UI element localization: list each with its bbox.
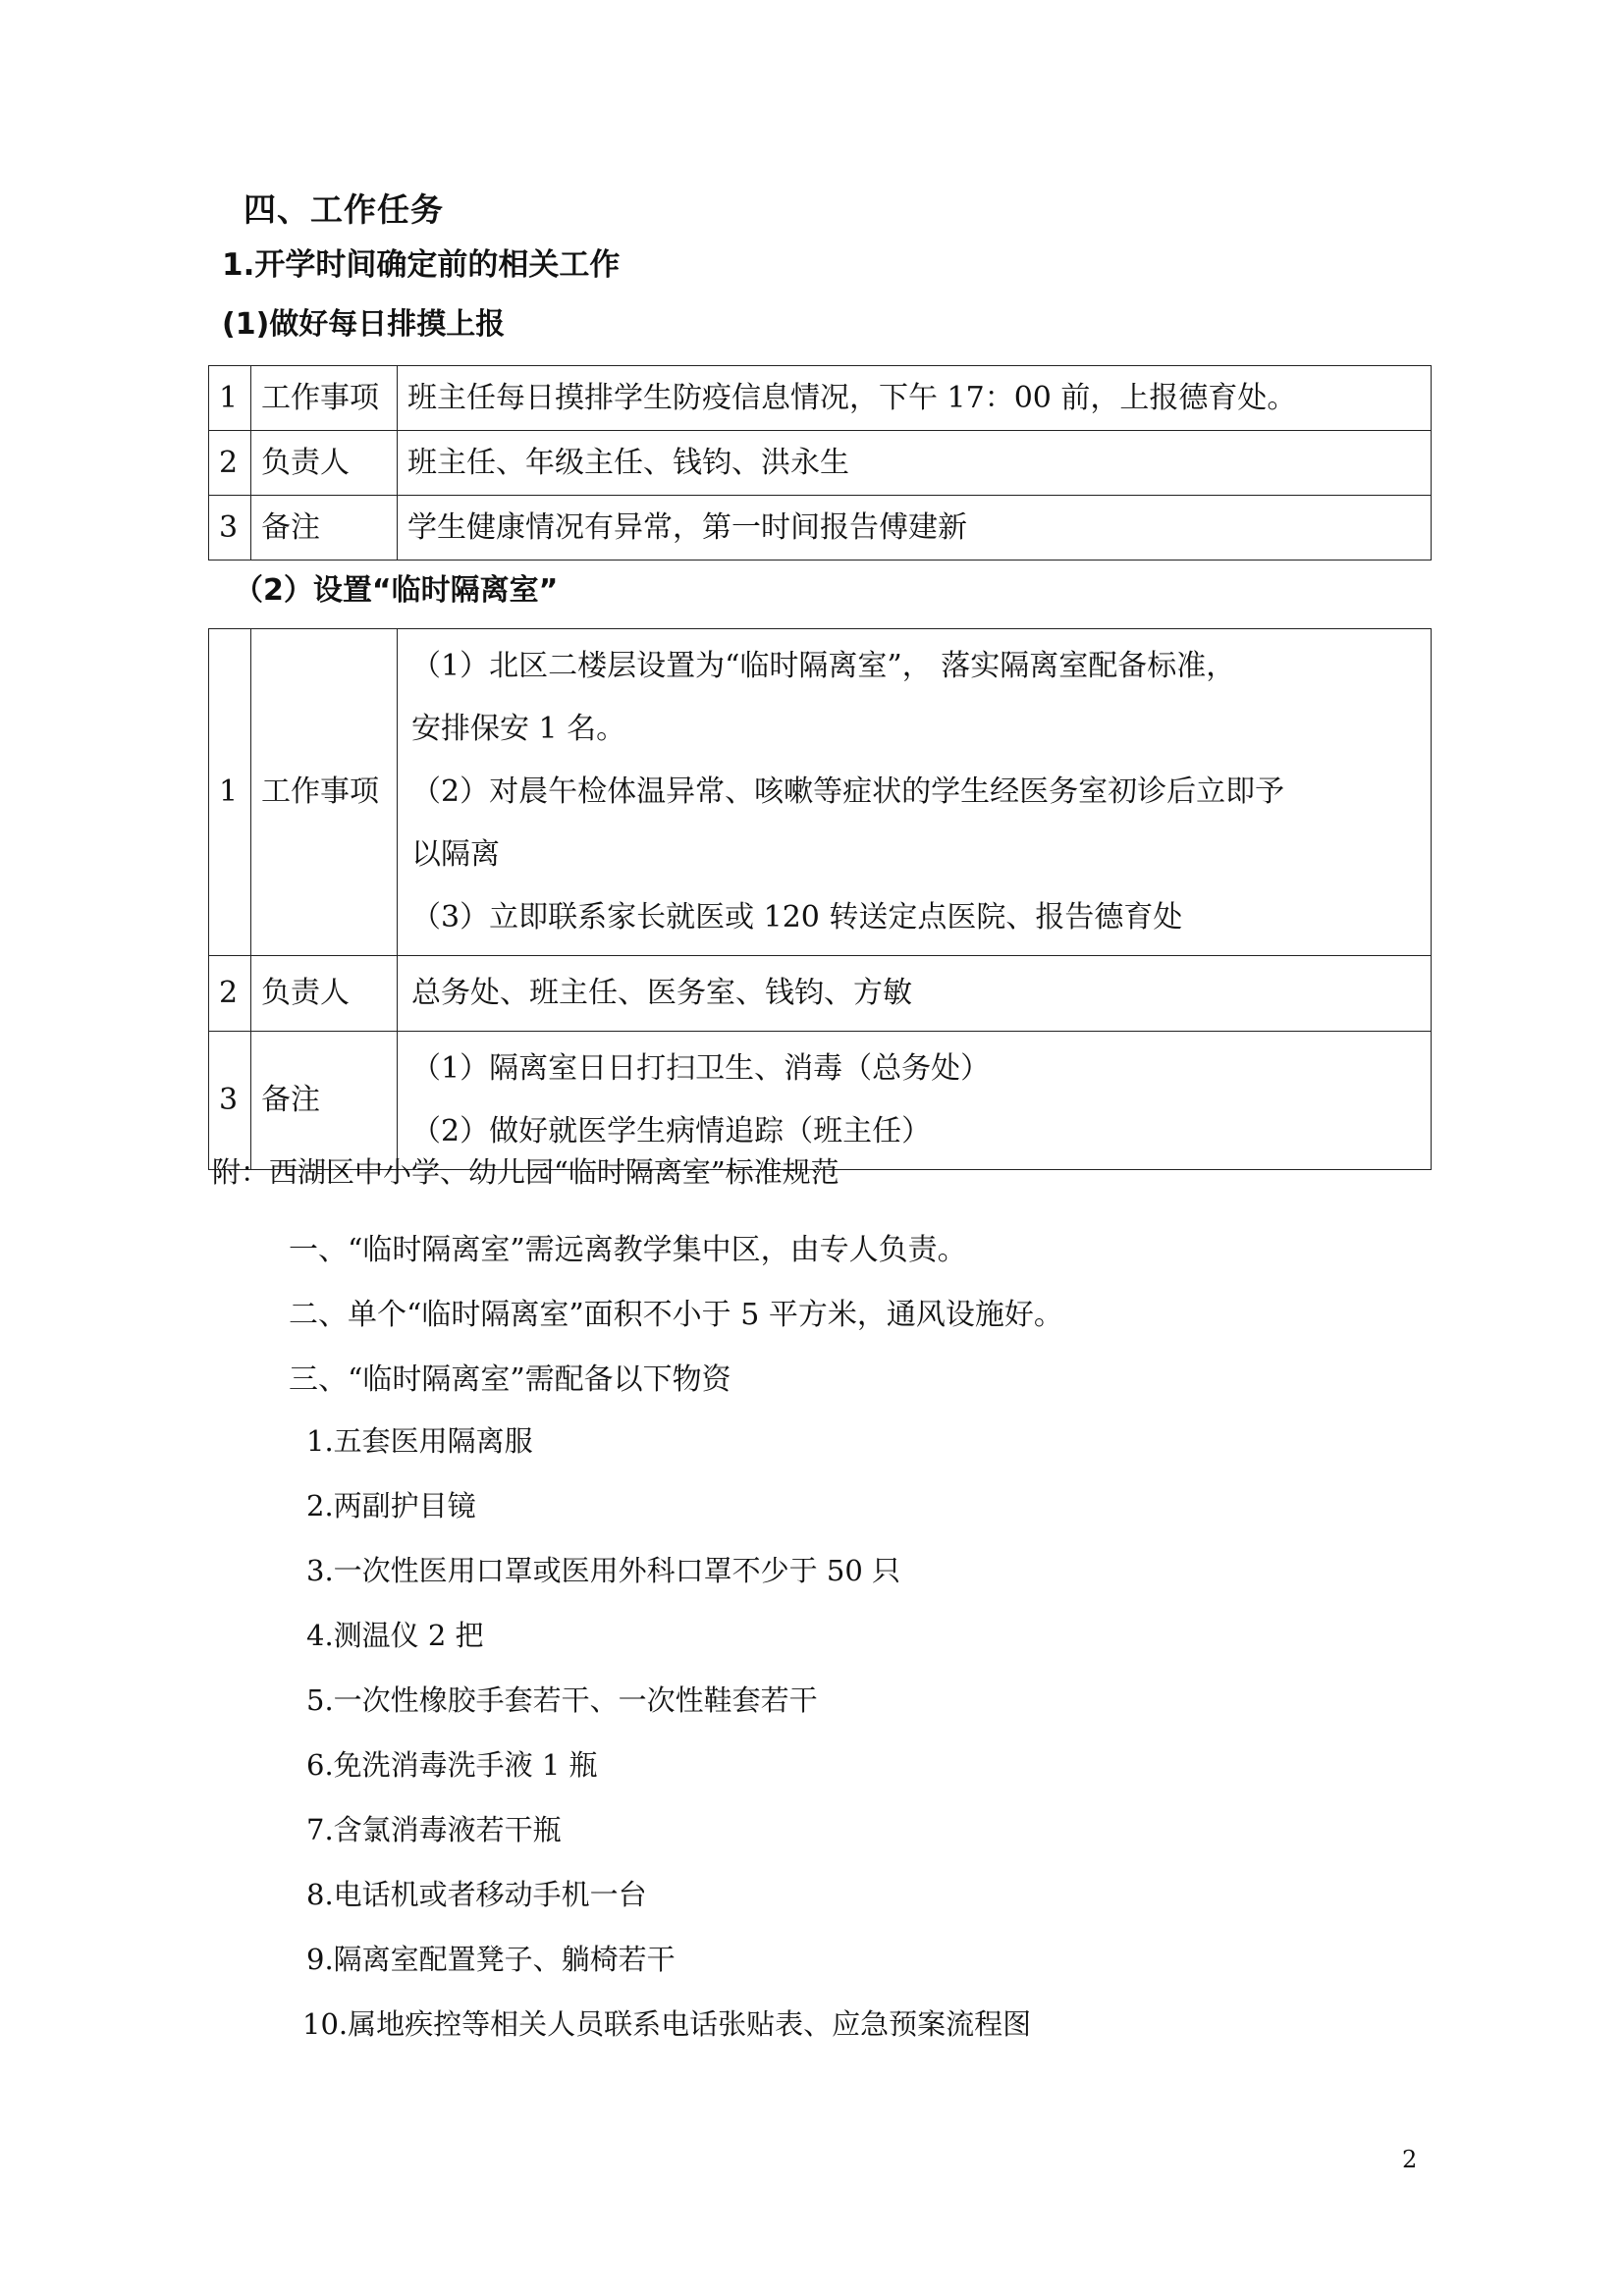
row-number: 1: [209, 366, 251, 431]
row-label: 工作事项: [251, 366, 398, 431]
table-row: [209, 956, 1432, 1032]
row-label: 工作事项: [251, 629, 398, 956]
row-content: 班主任每日摸排学生防疫信息情况，下午 17：00 前，上报德育处。: [398, 366, 1432, 431]
supply-list-item: 9.隔离室配置凳子、躺椅若干: [306, 1943, 676, 1976]
table-row: [209, 366, 1432, 431]
row-number: 3: [209, 1032, 251, 1170]
table-row: [209, 431, 1432, 496]
supply-list-item: 5.一次性橡胶手套若干、一次性鞋套若干: [306, 1683, 818, 1717]
content-line: 以隔离: [411, 837, 500, 872]
isolation-room-table: [208, 628, 1432, 1170]
daily-report-table: [208, 365, 1432, 561]
supply-list-item: 4.测温仪 2 把: [306, 1619, 484, 1652]
content-line: （2）做好就医学生病情追踪（班主任）: [411, 1114, 932, 1148]
table-row: [209, 629, 1432, 956]
content-line: （2）对晨午检体温异常、咳嗽等症状的学生经医务室初诊后立即予: [411, 774, 1285, 809]
supply-list-item: 8.电话机或者移动手机一台: [306, 1878, 647, 1911]
row-label: 备注: [251, 1032, 398, 1170]
row-label: 负责人: [251, 431, 398, 496]
content-line: （3）立即联系家长就医或 120 转送定点医院、报告德育处: [411, 900, 1183, 934]
page-number: 2: [1402, 2146, 1418, 2173]
supply-list-item: 6.免洗消毒洗手液 1 瓶: [306, 1748, 598, 1782]
appendix-paragraph: 一、“临时隔离室”需远离教学集中区，由专人负责。: [289, 1233, 967, 1267]
row-number: 2: [209, 956, 251, 1032]
supply-list-item: 10.属地疾控等相关人员联系电话张贴表、应急预案流程图: [302, 2007, 1032, 2041]
appendix-title: 附：西湖区中小学、幼儿园“临时隔离室”标准规范: [212, 1155, 839, 1189]
row-content: 班主任、年级主任、钱钧、洪永生: [398, 431, 1432, 496]
row-number: 3: [209, 496, 251, 561]
row-content: [398, 629, 1432, 956]
item1-heading: (1)做好每日排摸上报: [222, 307, 506, 342]
appendix-paragraph: 三、“临时隔离室”需配备以下物资: [289, 1362, 731, 1397]
row-content: [398, 956, 1432, 1032]
row-label: 备注: [251, 496, 398, 561]
row-content: 学生健康情况有异常，第一时间报告傅建新: [398, 496, 1432, 561]
content-line: 安排保安 1 名。: [411, 712, 626, 746]
supply-list-item: 3.一次性医用口罩或医用外科口罩不少于 50 只: [306, 1554, 901, 1587]
row-number: 2: [209, 431, 251, 496]
row-label: 负责人: [251, 956, 398, 1032]
subsection-heading: 1.开学时间确定前的相关工作: [222, 247, 621, 283]
section-heading: 四、工作任务: [244, 190, 444, 229]
content-line: （1）北区二楼层设置为“临时隔离室”， 落实隔离室配备标准，: [411, 649, 1236, 683]
content-line: （1）隔离室日日打扫卫生、消毒（总务处）: [411, 1051, 991, 1086]
content-line: 总务处、班主任、医务室、钱钧、方敏: [411, 976, 912, 1010]
supply-list-item: 1.五套医用隔离服: [306, 1424, 533, 1458]
supply-list-item: 2.两副护目镜: [306, 1489, 476, 1522]
row-number: 1: [209, 629, 251, 956]
table-row: [209, 1032, 1432, 1170]
appendix-paragraph: 二、单个“临时隔离室”面积不小于 5 平方米，通风设施好。: [289, 1298, 1063, 1332]
table-row: [209, 496, 1432, 561]
item2-heading: （2）设置“临时隔离室”: [234, 573, 559, 608]
row-content: [398, 1032, 1432, 1170]
supply-list-item: 7.含氯消毒液若干瓶: [306, 1813, 562, 1846]
